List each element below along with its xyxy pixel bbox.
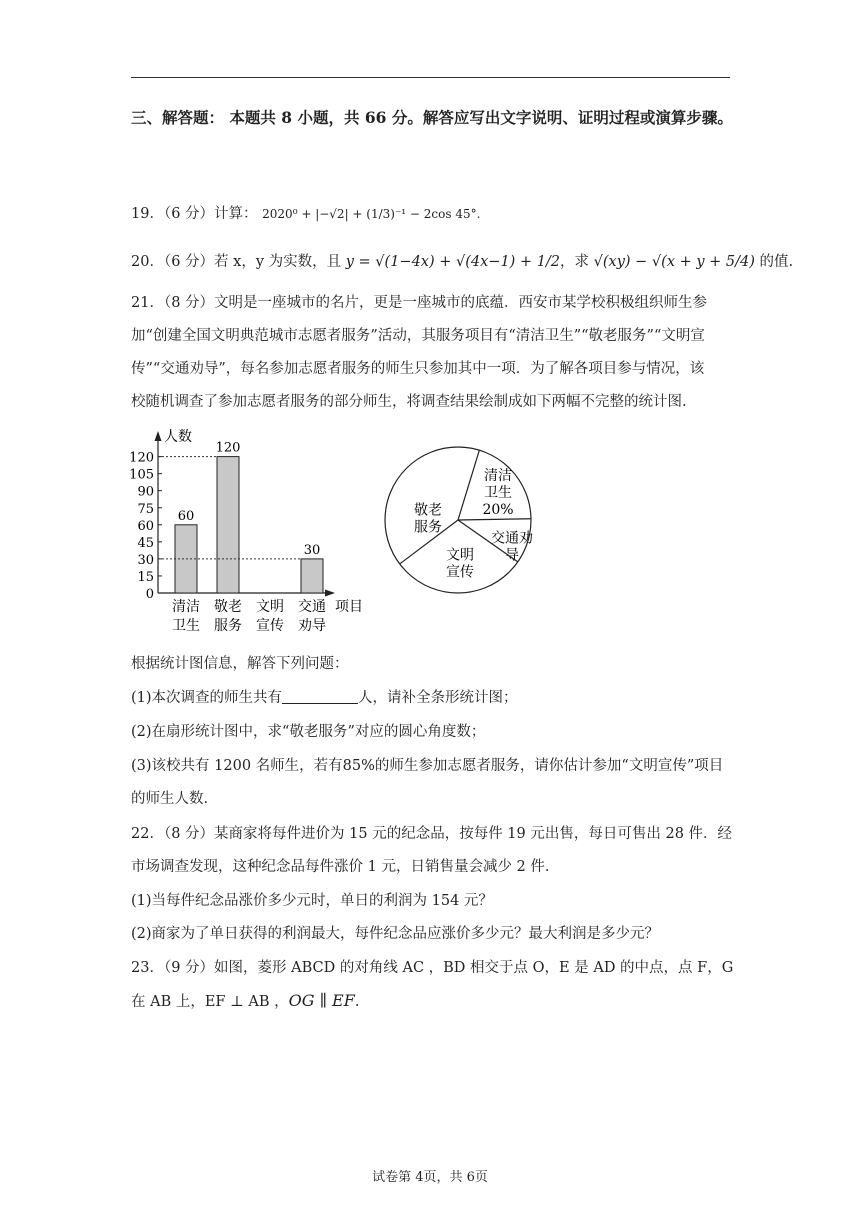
y-tick-label: 75	[137, 501, 154, 517]
y-tick-label: 90	[137, 484, 154, 500]
q21-sub1-b: 人，请补全条形统计图；	[358, 690, 518, 706]
q22-line-4: (2)商家为了单日获得的利润最大，每件纪念品应涨价多少元？最大利润是多少元？	[131, 926, 660, 942]
q22-line-2: 市场调查发现，这种纪念品每件涨价 1 元，日销售量会减少 2 件.	[131, 859, 550, 875]
q19-prefix: 19．（6 分）计算：	[131, 206, 258, 222]
top-rule	[131, 77, 730, 78]
bar-chart	[128, 425, 378, 640]
y-tick-label: 30	[137, 552, 154, 568]
q21-line-4: 校随机调查了参加志愿者服务的部分师生，将调查结果绘制成如下两幅不完整的统计图.	[131, 394, 687, 410]
y-axis-label: 人数	[164, 429, 192, 445]
category-label: 文明	[256, 599, 284, 615]
y-tick-label: 45	[137, 535, 154, 551]
category-label: 宣传	[256, 618, 284, 634]
category-label: 卫生	[172, 618, 200, 634]
y-tick-label: 15	[137, 569, 154, 585]
category-label: 敬老	[214, 599, 242, 615]
q22-line-1: 22．（8 分）某商家将每件进价为 15 元的纪念品，按每件 19 元出售，每日可售出 28 件．经	[131, 826, 733, 842]
q22-line-3: (1)当每件纪念品涨价多少元时，单日的利润为 154 元？	[131, 893, 493, 909]
q21-sub1-a: (1)本次调查的师生共有	[131, 690, 283, 706]
answer-blank	[282, 689, 358, 704]
pie-slice-label: 20%	[482, 502, 514, 518]
q21-line-2: 加“创建全国文明典范城市志愿者服务”活动，其服务项目有“清洁卫生”“敬老服务”“文明宣	[131, 328, 705, 344]
bar-value-label: 30	[303, 542, 321, 558]
q21-intro: 根据统计图信息，解答下列问题：	[131, 656, 349, 672]
pie-slice-label: 宣传	[446, 564, 474, 581]
q23-line2-c: .	[354, 994, 360, 1010]
q21-line-3: 传”“交通劝导”，每名参加志愿者服务的师生只参加其中一项．为了解各项目参与情况，该	[131, 361, 705, 377]
bar-value-label: 60	[177, 508, 195, 524]
q21-sub3-percent: 85%	[342, 758, 375, 774]
q21-sub-3	[131, 756, 733, 776]
bar	[217, 457, 239, 593]
q20-prefix: 20．（6 分）若 x，y 为实数，且	[131, 254, 346, 270]
q21-sub-1	[131, 688, 733, 708]
pie-slice-label: 文明	[446, 547, 474, 564]
q20-suffix: 的值.	[754, 254, 794, 270]
y-tick-label: 120	[129, 450, 154, 466]
q19-expression: 2020⁰ + |−√2| + (1/3)⁻¹ − 2cos 45°.	[262, 207, 481, 221]
category-label: 清洁	[172, 599, 200, 615]
q21-sub-2: (2)在扇形统计图中，求“敬老服务”对应的圆心角度数；	[131, 724, 486, 740]
q20-expression-1: y = √(1−4x) + √(4x−1) + 1/2	[345, 254, 561, 270]
y-axis-arrow	[155, 431, 162, 441]
q23-line-2	[131, 991, 733, 1012]
pie-chart	[380, 428, 540, 598]
pie-slice-label: 服务	[414, 519, 442, 536]
pie-slice-label: 卫生	[484, 485, 512, 501]
x-axis-arrow	[325, 590, 335, 597]
bar	[301, 559, 323, 593]
pie-slice-label: 敬老	[414, 502, 442, 519]
category-label: 交通	[298, 599, 326, 615]
y-tick-label: 60	[137, 518, 154, 534]
y-tick-label: 105	[129, 467, 154, 483]
q21-sub3-b: 的师生参加志愿者服务，请你估计参加“文明宣传”项目	[374, 758, 724, 774]
q21-line-1: 21．（8 分）文明是一座城市的名片，更是一座城市的底蕴．西安市某学校积极组织师生参	[131, 295, 708, 311]
q21-sub3-a: (3)该校共有 1200 名师生，若有	[131, 758, 343, 774]
section-heading: 三、解答题： 本题共 8 小题，共 66 分。解答应写出文字说明、证明过程或演算步骤。	[131, 108, 733, 127]
category-label: 服务	[214, 618, 242, 634]
q20-mid: ，求	[560, 254, 594, 270]
q23-line-1: 23．（9 分）如图，菱形 ABCD 的对角线 AC ，BD 相交于点 O，E 是 AD 的中点，点 F，G	[131, 960, 734, 976]
question-20	[131, 252, 794, 272]
pie-slice-label: 交通劝	[491, 530, 533, 547]
y-tick-label: 0	[145, 587, 154, 602]
bar-value-label: 120	[215, 440, 241, 456]
q21-sub-3-cont: 的师生人数.	[131, 791, 209, 807]
q23-line2-a: 在 AB 上，EF ⊥ AB ，	[131, 994, 289, 1010]
pie-slice-label: 清洁	[484, 468, 512, 484]
q20-expression-2: √(xy) − √(x + y + 5/4)	[593, 254, 755, 270]
x-axis-label: 项目	[335, 599, 363, 615]
q23-line2-b: OG ∥ EF	[288, 991, 355, 1010]
question-19	[131, 204, 733, 224]
category-label: 劝导	[298, 618, 326, 634]
pie-slice-label: 导	[505, 547, 519, 564]
page-footer: 试卷第 4页，共 6页	[372, 1170, 488, 1185]
